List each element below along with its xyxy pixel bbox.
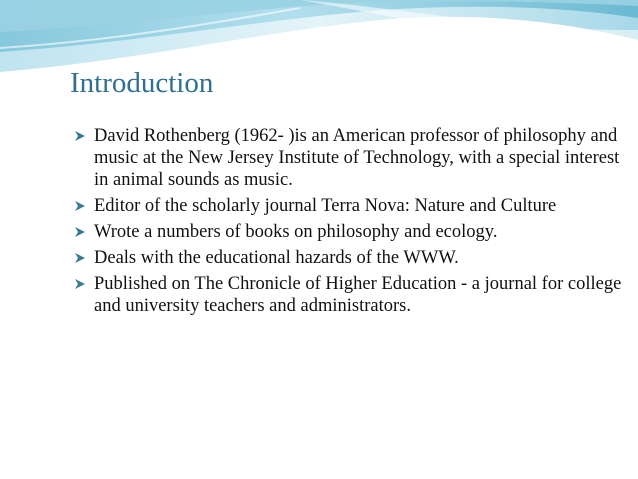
arrow-bullet-icon (74, 199, 87, 213)
bullet-text: Editor of the scholarly journal Terra Nova: Nature and Culture (94, 196, 557, 216)
bullet-item (74, 125, 634, 191)
bullet-text: Deals with the educational hazards of the WWW. (94, 248, 459, 268)
bullet-text: David Rothenberg (1962- )is an American professor of philosophy and music at the New Jersey Institute of Technology, with a special interest in animal sounds as music. (94, 126, 620, 190)
bullet-item (74, 247, 634, 269)
arrow-bullet-icon (74, 129, 87, 143)
bullet-list (74, 125, 634, 321)
bullet-item (74, 195, 634, 217)
bullet-item (74, 273, 634, 317)
bullet-item (74, 221, 634, 243)
arrow-bullet-icon (74, 251, 87, 265)
slide-title: Introduction (70, 67, 214, 99)
arrow-bullet-icon (74, 277, 87, 291)
bullet-text: Wrote a numbers of books on philosophy and ecology. (94, 222, 498, 242)
bullet-text: Published on The Chronicle of Higher Education - a journal for college and university teachers and administrators. (94, 274, 622, 316)
arrow-bullet-icon (74, 225, 87, 239)
